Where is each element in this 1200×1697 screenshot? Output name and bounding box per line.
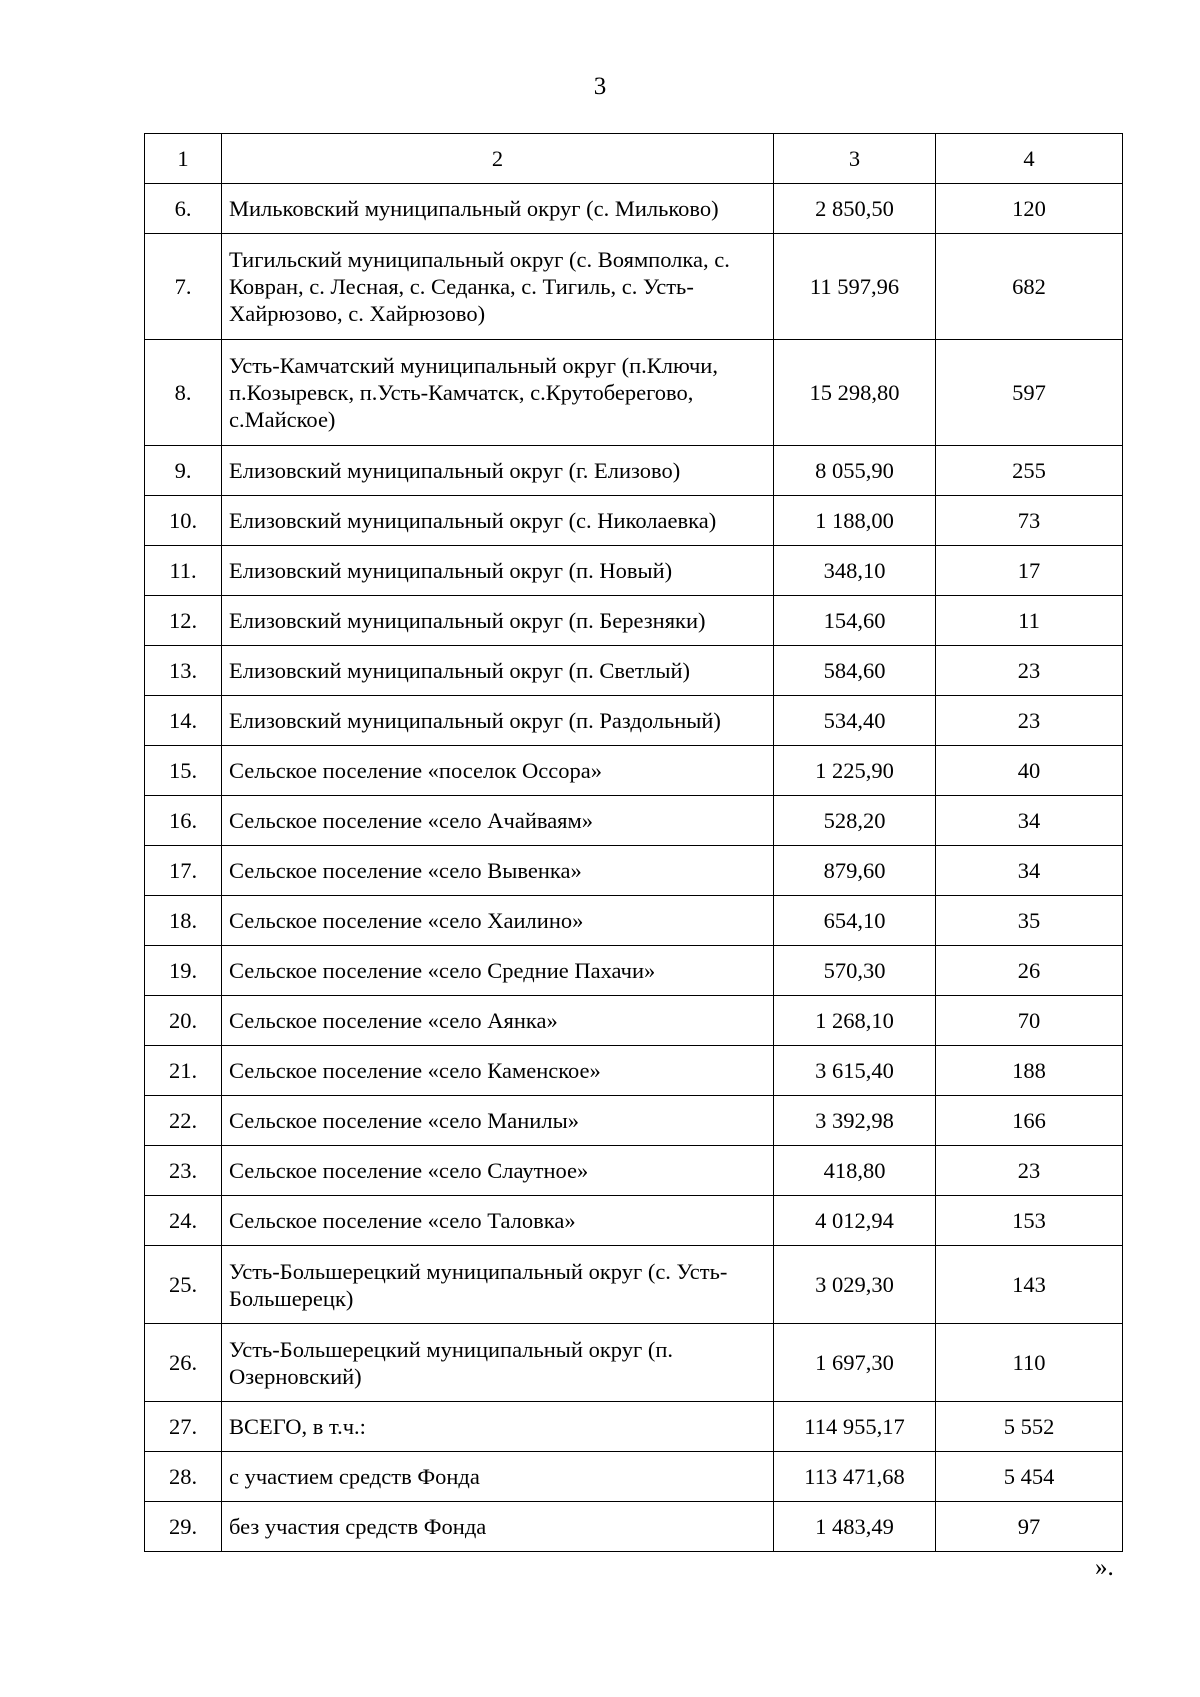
table-row [145, 1096, 1123, 1146]
row-value-col3: 2 850,50 [774, 184, 936, 234]
row-number: 15. [145, 746, 222, 796]
row-name: Тигильский муниципальный округ (с. Воямполка, с. Ковран, с. Лесная, с. Седанка, с. Тигиль, с. Усть-Хайрюзово, с. Хайрюзово) [222, 234, 774, 340]
allocation-table [144, 133, 1123, 1552]
row-value-col4: 23 [936, 1146, 1123, 1196]
row-value-col3: 1 697,30 [774, 1324, 936, 1402]
row-number: 24. [145, 1196, 222, 1246]
header-cell: 2 [222, 134, 774, 184]
row-name: Елизовский муниципальный округ (п. Светлый) [222, 646, 774, 696]
row-value-col3: 348,10 [774, 546, 936, 596]
row-name: с участием средств Фонда [222, 1452, 774, 1502]
row-name: Сельское поселение «поселок Оссора» [222, 746, 774, 796]
table-row [145, 1146, 1123, 1196]
row-value-col3: 3 615,40 [774, 1046, 936, 1096]
row-name: Сельское поселение «село Слаутное» [222, 1146, 774, 1196]
row-value-col4: 153 [936, 1196, 1123, 1246]
row-value-col3: 1 268,10 [774, 996, 936, 1046]
row-value-col3: 418,80 [774, 1146, 936, 1196]
row-number: 19. [145, 946, 222, 996]
row-number: 22. [145, 1096, 222, 1146]
row-value-col4: 23 [936, 646, 1123, 696]
table-row [145, 846, 1123, 896]
row-name: Сельское поселение «село Ачайваям» [222, 796, 774, 846]
table-row [145, 1196, 1123, 1246]
table-row [145, 896, 1123, 946]
row-value-col4: 682 [936, 234, 1123, 340]
row-name: Сельское поселение «село Таловка» [222, 1196, 774, 1246]
closing-quote-mark: ». [1095, 1554, 1114, 1581]
row-value-col4: 255 [936, 446, 1123, 496]
page-number: 3 [593, 73, 607, 100]
table-row [145, 234, 1123, 340]
row-value-col4: 597 [936, 340, 1123, 446]
table-row [145, 1246, 1123, 1324]
row-name: Сельское поселение «село Каменское» [222, 1046, 774, 1096]
row-value-col3: 584,60 [774, 646, 936, 696]
row-number: 13. [145, 646, 222, 696]
table-row [145, 1502, 1123, 1552]
table-row [145, 946, 1123, 996]
row-number: 28. [145, 1452, 222, 1502]
row-name: без участия средств Фонда [222, 1502, 774, 1552]
row-number: 11. [145, 546, 222, 596]
row-value-col3: 15 298,80 [774, 340, 936, 446]
row-name: Мильковский муниципальный округ (с. Мильково) [222, 184, 774, 234]
row-value-col3: 154,60 [774, 596, 936, 646]
row-number: 16. [145, 796, 222, 846]
table-header-row [145, 134, 1123, 184]
row-number: 21. [145, 1046, 222, 1096]
row-number: 29. [145, 1502, 222, 1552]
table-row [145, 996, 1123, 1046]
row-value-col4: 70 [936, 996, 1123, 1046]
row-value-col4: 40 [936, 746, 1123, 796]
row-number: 18. [145, 896, 222, 946]
row-value-col3: 1 225,90 [774, 746, 936, 796]
row-value-col4: 34 [936, 796, 1123, 846]
row-name: ВСЕГО, в т.ч.: [222, 1402, 774, 1452]
row-number: 9. [145, 446, 222, 496]
row-value-col3: 879,60 [774, 846, 936, 896]
row-name: Сельское поселение «село Хаилино» [222, 896, 774, 946]
row-name: Сельское поселение «село Аянка» [222, 996, 774, 1046]
row-name: Усть-Большерецкий муниципальный округ (п. Озерновский) [222, 1324, 774, 1402]
row-value-col3: 113 471,68 [774, 1452, 936, 1502]
table-row [145, 184, 1123, 234]
row-value-col4: 110 [936, 1324, 1123, 1402]
table-row [145, 1402, 1123, 1452]
row-name: Елизовский муниципальный округ (п. Новый) [222, 546, 774, 596]
table-row [145, 1046, 1123, 1096]
row-number: 23. [145, 1146, 222, 1196]
header-cell: 1 [145, 134, 222, 184]
row-value-col4: 26 [936, 946, 1123, 996]
row-value-col4: 17 [936, 546, 1123, 596]
row-value-col4: 166 [936, 1096, 1123, 1146]
row-value-col4: 120 [936, 184, 1123, 234]
row-value-col3: 3 029,30 [774, 1246, 936, 1324]
row-number: 12. [145, 596, 222, 646]
row-value-col3: 4 012,94 [774, 1196, 936, 1246]
row-value-col3: 654,10 [774, 896, 936, 946]
row-number: 27. [145, 1402, 222, 1452]
row-value-col4: 188 [936, 1046, 1123, 1096]
row-value-col3: 1 188,00 [774, 496, 936, 546]
row-value-col4: 73 [936, 496, 1123, 546]
row-value-col4: 5 454 [936, 1452, 1123, 1502]
row-name: Усть-Камчатский муниципальный округ (п.Ключи, п.Козыревск, п.Усть-Камчатск, с.Крутоберегово, с.Майское) [222, 340, 774, 446]
row-number: 10. [145, 496, 222, 546]
table-row [145, 340, 1123, 446]
row-number: 14. [145, 696, 222, 746]
table-row [145, 796, 1123, 846]
header-cell: 3 [774, 134, 936, 184]
row-name: Сельское поселение «село Средние Пахачи» [222, 946, 774, 996]
row-name: Елизовский муниципальный округ (п. Раздольный) [222, 696, 774, 746]
row-value-col3: 114 955,17 [774, 1402, 936, 1452]
table-row [145, 596, 1123, 646]
row-value-col3: 534,40 [774, 696, 936, 746]
row-number: 26. [145, 1324, 222, 1402]
row-number: 7. [145, 234, 222, 340]
row-value-col4: 97 [936, 1502, 1123, 1552]
table-row [145, 1452, 1123, 1502]
header-cell: 4 [936, 134, 1123, 184]
row-value-col3: 3 392,98 [774, 1096, 936, 1146]
row-value-col3: 528,20 [774, 796, 936, 846]
row-value-col4: 5 552 [936, 1402, 1123, 1452]
table-row [145, 1324, 1123, 1402]
table-row [145, 446, 1123, 496]
row-value-col3: 8 055,90 [774, 446, 936, 496]
row-value-col3: 11 597,96 [774, 234, 936, 340]
row-value-col3: 1 483,49 [774, 1502, 936, 1552]
row-name: Елизовский муниципальный округ (с. Николаевка) [222, 496, 774, 546]
table-row [145, 746, 1123, 796]
row-name: Елизовский муниципальный округ (г. Елизово) [222, 446, 774, 496]
table-row [145, 696, 1123, 746]
row-value-col4: 35 [936, 896, 1123, 946]
row-number: 20. [145, 996, 222, 1046]
row-value-col4: 34 [936, 846, 1123, 896]
row-number: 6. [145, 184, 222, 234]
row-number: 17. [145, 846, 222, 896]
row-name: Усть-Большерецкий муниципальный округ (с. Усть-Большерецк) [222, 1246, 774, 1324]
row-value-col4: 23 [936, 696, 1123, 746]
row-name: Елизовский муниципальный округ (п. Березняки) [222, 596, 774, 646]
row-number: 25. [145, 1246, 222, 1324]
row-value-col3: 570,30 [774, 946, 936, 996]
row-name: Сельское поселение «село Вывенка» [222, 846, 774, 896]
row-value-col4: 11 [936, 596, 1123, 646]
row-value-col4: 143 [936, 1246, 1123, 1324]
row-name: Сельское поселение «село Манилы» [222, 1096, 774, 1146]
table-row [145, 496, 1123, 546]
table-row [145, 546, 1123, 596]
table-row [145, 646, 1123, 696]
row-number: 8. [145, 340, 222, 446]
